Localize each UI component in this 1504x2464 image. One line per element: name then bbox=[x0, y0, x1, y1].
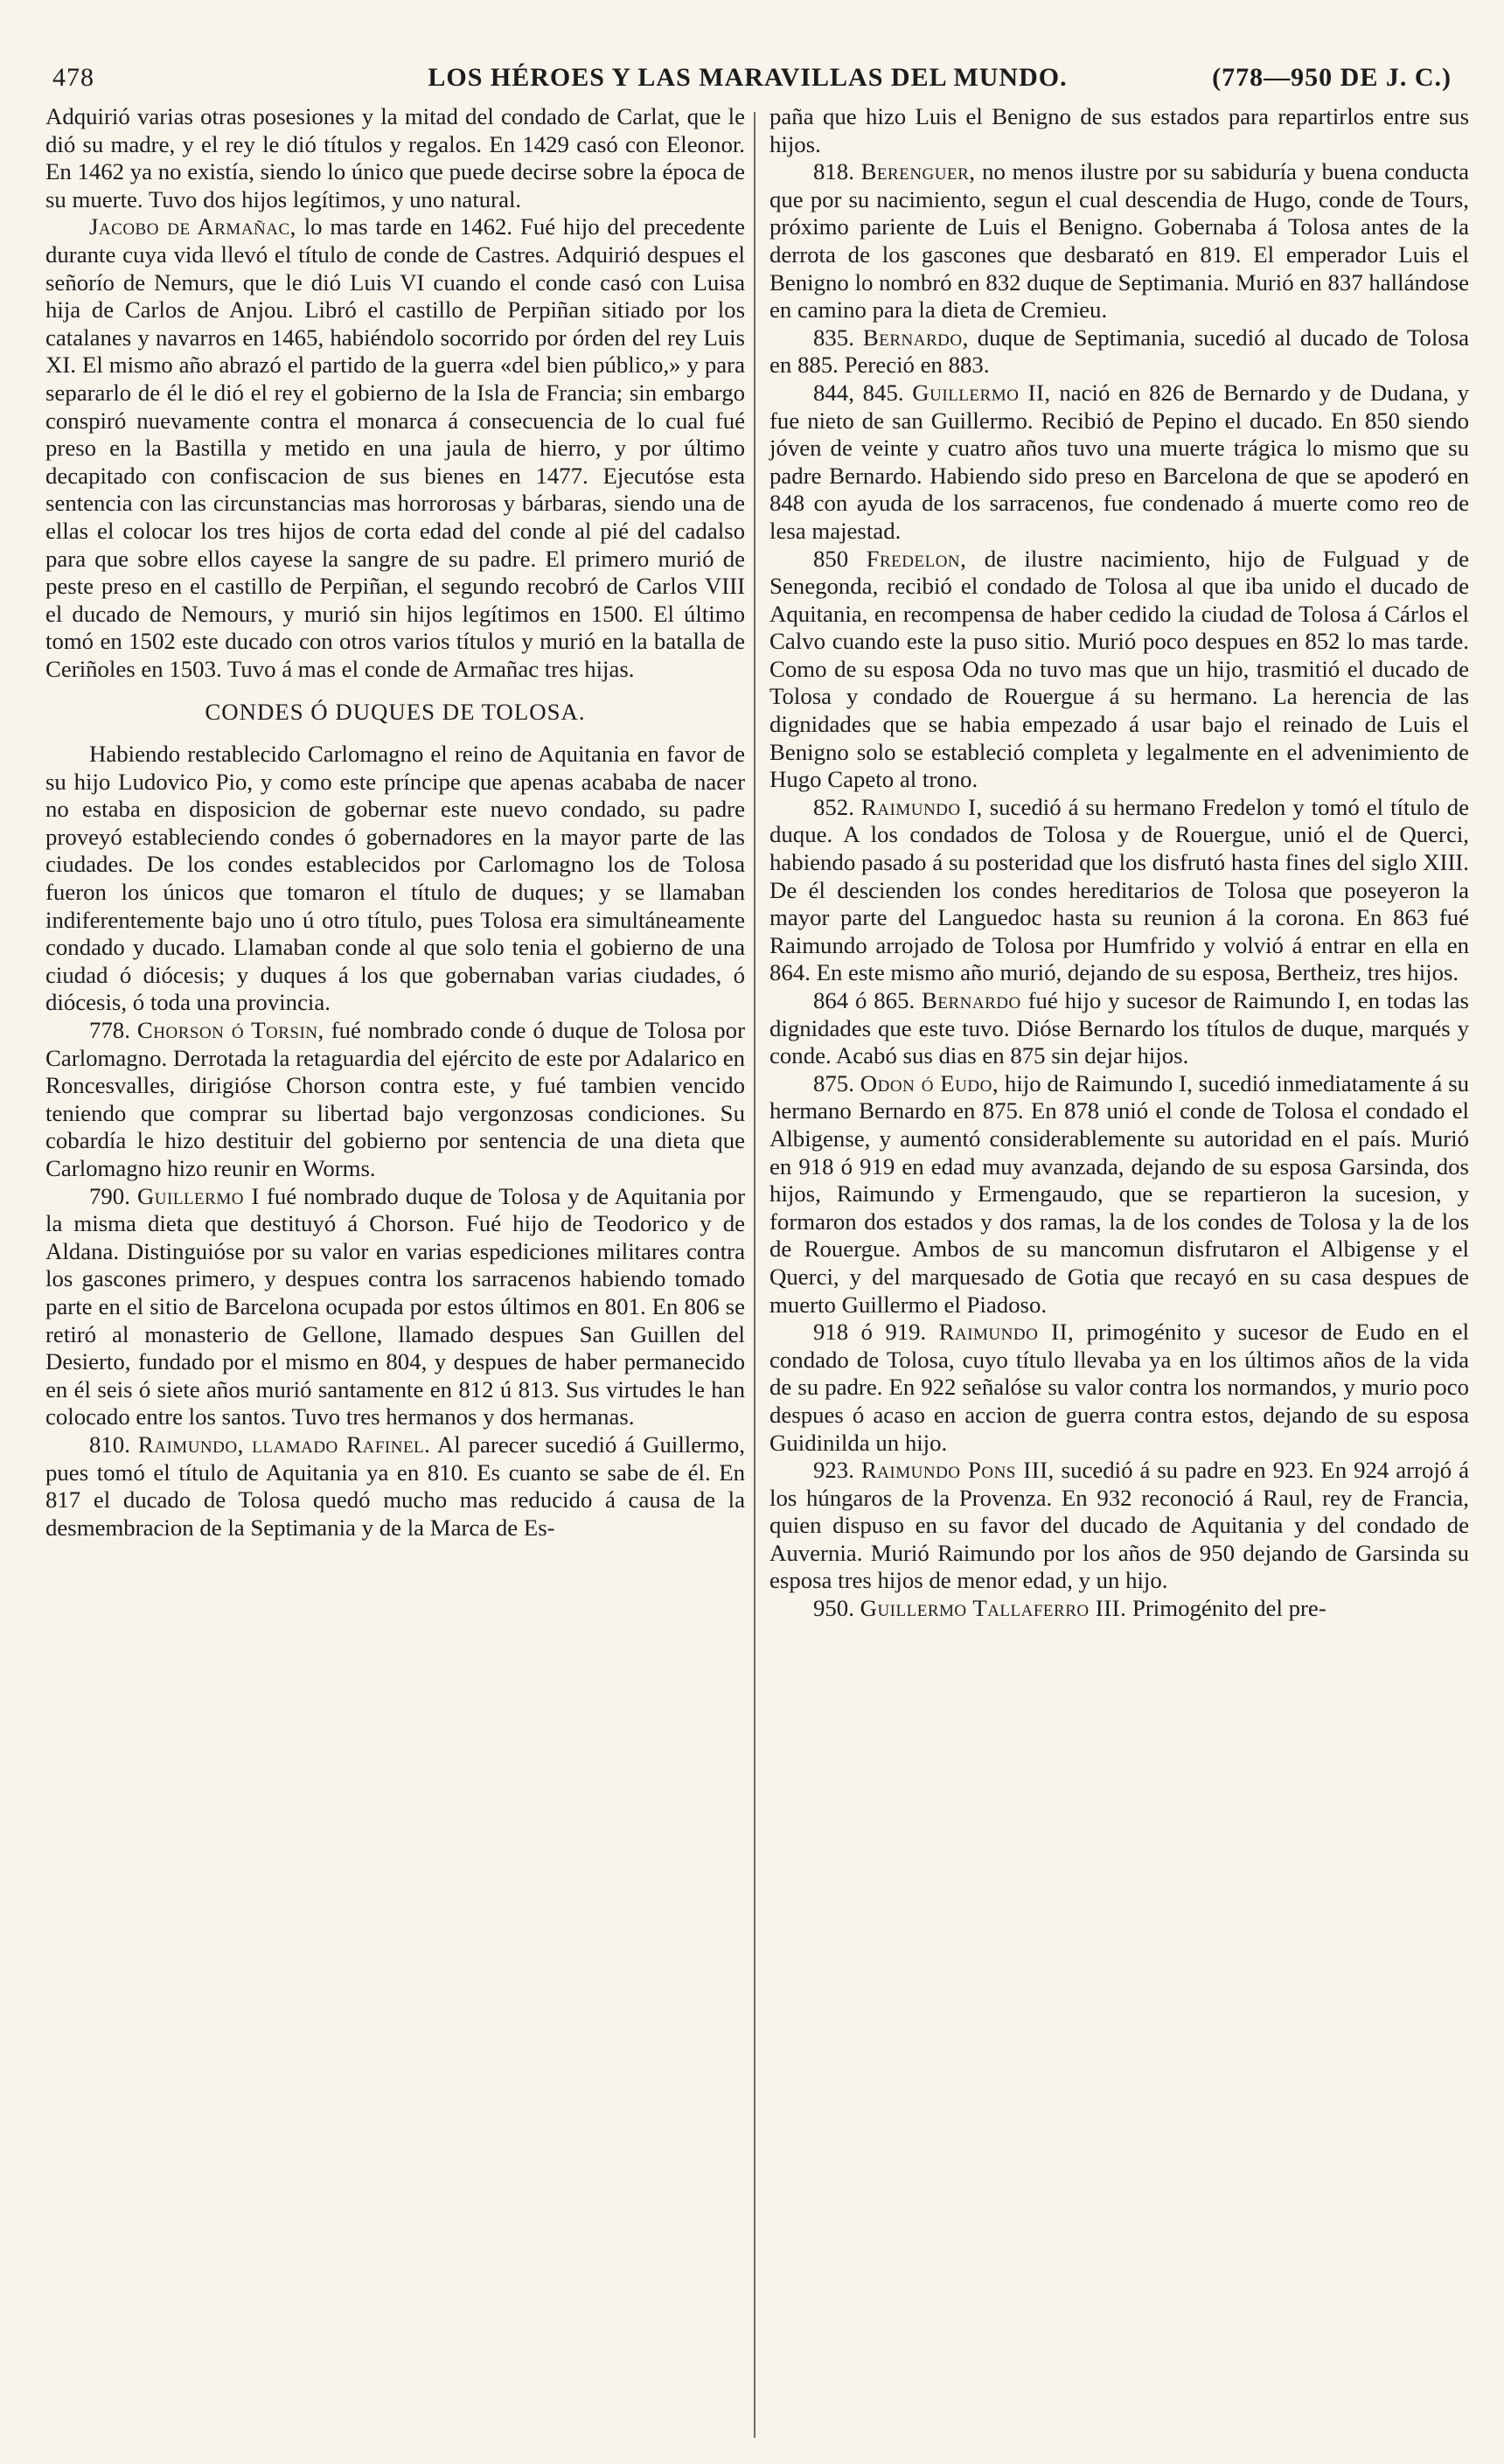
paragraph: 844, 845. Guillermo II, nació en 826 de Bernardo y de Dudana, y fue nieto de san Guillermo. Recibió de Pepino el ducado. En 850 siendo jóven de veinte y cuatro años tuvo una muerte trágica lo mismo que su padre Bernardo. Habiendo sido preso en Barcelona de que se apoderó en 848 con ayuda de los sarracenos, fue condenado á muerte como reo de lesa majestad. bbox=[769, 379, 1469, 544]
entry-number: 790. bbox=[89, 1182, 130, 1209]
entry-number: 918 ó 919. bbox=[813, 1319, 927, 1346]
paragraph: 790. Guillermo I fué nombrado duque de Tolosa y de Aquitania por la misma dieta que destituyó á Chorson. Fué hijo de Teodorico y de Aldana. Distinguióse por su valor en varias espediciones militares contra los gascones primero, y despues contra los sarracenos habiendo tomado parte en el sitio de Barcelona ocupada por estos últimos en 801. En 806 se retiró al monasterio de Gellone, llamado despues San Guillen del Desierto, fundado por el mismo en 804, y despues de haber permanecido en él seis ó siete años murió santamente en 812 ú 813. Sus virtudes le han colocado entre los santos. Tuvo tres hermanos y dos hermanas. bbox=[45, 1182, 745, 1430]
running-header bbox=[44, 58, 1452, 100]
entry-name: Fredelon, bbox=[866, 545, 967, 572]
left-column bbox=[45, 103, 745, 2447]
paragraph: 950. Guillermo Tallaferro III. Primogénito del pre- bbox=[813, 1595, 1326, 1622]
paragraph: 835. Bernardo, duque de Septimania, sucedió al ducado de Tolosa en 885. Pereció en 883. bbox=[769, 324, 1469, 379]
entry-number: 950. bbox=[813, 1595, 854, 1622]
entry-name: Bernardo, bbox=[862, 324, 969, 351]
entry-number: 844, 845. bbox=[813, 379, 904, 406]
entry-name: Guillermo Tallaferro III. bbox=[860, 1595, 1127, 1622]
paragraph: paña que hizo Luis el Benigno de sus estados para repartirlos entre sus hijos. bbox=[769, 103, 1469, 157]
entry-number: 835. bbox=[813, 324, 854, 351]
paragraph: 918 ó 919. Raimundo II, primogénito y sucesor de Eudo en el condado de Tolosa, cuyo título llevaba ya en los últimos años de la vida de su padre. En 922 señalóse su valor contra los normandos, y murio poco despues ó acaso en accion de guerra contra estos, dejando de su esposa Guidinilda un hijo. bbox=[769, 1319, 1470, 1456]
entry-name: Chorson ó Torsin, bbox=[136, 1017, 324, 1043]
book-title: LOS HÉROES Y LAS MARAVILLAS DEL MUNDO. bbox=[428, 63, 1068, 92]
entry-name: Berenguer, bbox=[860, 158, 976, 185]
entry-number: 810. bbox=[89, 1430, 130, 1458]
entry-number: 852. bbox=[813, 793, 854, 820]
paragraph: 778. Chorson ó Torsin, fué nombrado conde ó duque de Tolosa por Carlomagno. Derrotada la retaguardia del ejército de este por Adalarico en Roncesvalles, dirigióse Chorson contra este, y fué tambien vencido teniendo que comprar su libertad bajo vergonzosas condiciones. Su cobardía le hizo destituir del gobierno por sentencia de una dieta que Carlomagno hizo reunir en Worms. bbox=[45, 1017, 745, 1181]
entry-name: Raimundo Pons III, bbox=[860, 1457, 1055, 1484]
entry-name: Guillermo I bbox=[136, 1182, 260, 1209]
entry-number: 875. bbox=[813, 1069, 854, 1096]
entry-number: 864 ó 865. bbox=[813, 987, 916, 1013]
entry-number: 778. bbox=[89, 1017, 130, 1043]
paragraph: Jacobo de Armañac, lo mas tarde en 1462. Fué hijo del precedente durante cuya vida llevó el título de conde de Castres. Adquirió despues el señorío de Nemurs, que le dió Luis VI cuando el conde casó con Luisa hija de Carlos de Anjou. Libró el castillo de Perpiñan sitiado por los catalanes y navarros en 1465, habiéndolo socorrido por órden del rey Luis XI. El mismo año abrazó el partido de la guerra «del bien público,» y para separarlo de él le dió el rey el gobierno de la Isla de Francia; sin embargo conspiró nuevamente contra el monarca á consecuencia de lo cual fué preso en la Bastilla y metido en una jaula de hierro, y por último decapitado con confiscacion de sus bienes en 1477. Ejecutóse esta sentencia con las circunstancias mas horrorosas y bárbaras, siendo una de ellas el colocar los tres hijos de corta edad del conde al pié del cadalso para que sobre ellos cayese la sangre de su padre. El primero murió de peste preso en el castillo de Perpiñan, el segundo recobró de Carlos VIII el ducado de Nemours, y murió sin hijos legítimos en 1500. El último tomó en 1502 este ducado con otros varios títulos y murió en la batalla de Ceriñoles en 1503. Tuvo á mas el conde de Armañac tres hijas. bbox=[45, 213, 746, 682]
right-column bbox=[769, 103, 1469, 2447]
paragraph: 818. Berenguer, no menos ilustre por su sabiduría y buena conducta que por su nacimiento, segun el cual descendia de Hugo, conde de Tours, próximo pariente de Luis el Benigno. Gobernaba á Tolosa antes de la derrota de los gascones que desbarató en 819. El emperador Luis el Benigno lo nombró en 832 duque de Septimania. Murió en 837 hallándose en camino para la dieta de Cremieu. bbox=[769, 158, 1469, 324]
page-number: 478 bbox=[52, 63, 94, 92]
entry-name: Odon ó Eudo, bbox=[860, 1069, 999, 1096]
paragraph: 875. Odon ó Eudo, hijo de Raimundo I, sucedió inmediatamente á su hermano Bernardo en 875. En 878 unió el conde de Tolosa el condado el Albigense, y aumentó considerablemente su autoridad en el país. Murió en 918 ó 919 en edad muy avanzada, dejando de su esposa Garsinda, dos hijos, Raimundo y Ermengaudo, que se repartieron la sucesion, y formaron dos estados y dos ramas, la de los condes de Tolosa y la de los de Rouergue. Ambos de su mancomun disfrutaron el Albigense y el Querci, y del marquesado de Gotia que recayó en su casa despues de muerto Guillermo el Piadoso. bbox=[769, 1069, 1470, 1318]
paragraph: 810. Raimundo, llamado Rafinel. Al parecer sucedió á Guillermo, pues tomó el título de Aquitania ya en 810. Es cuanto se sabe de él. En 817 el ducado de Tolosa quedó mucho mas reducido á causa de la desmembracion de la Septimania y de la Marca de Es- bbox=[45, 1430, 745, 1541]
entry-name: Guillermo II, bbox=[912, 379, 1051, 406]
entry-name: Bernardo bbox=[922, 987, 1021, 1013]
paragraph: Habiendo restablecido Carlomagno el reino de Aquitania en favor de su hijo Ludovico Pio, y como este príncipe que apenas acababa de nacer no estaba en disposicion de gobernar este nuevo condado, su padre proveyó estableciendo condes ó gobernadores en la mayor parte de las ciudades. De los condes establecidos por Carlomagno los de Tolosa fueron los únicos que tomaron el título de duques; y se llamaban indiferentemente bajo uno ú otro título, pues Tolosa era simultáneamente condado y ducado. Llamaban conde al que solo tenia el gobierno de una ciudad ó diócesis; y duques á los que gobernaban varias ciudades, ó diócesis, ó toda una provincia. bbox=[45, 741, 745, 1016]
entry-name: Raimundo I, bbox=[860, 793, 983, 820]
paragraph: 852. Raimundo I, sucedió á su hermano Fredelon y tomó el título de duque. A los condados de Tolosa y de Rouergue, unió el de Querci, habiendo pasado á su posteridad que los disfrutó hasta fines del siglo XIII. De él descienden los condes hereditarios de Tolosa que poseyeron la mayor parte del Languedoc hasta su reunion á la corona. En 863 fué Raimundo arrojado de Tolosa por Humfrido y volvió á entrar en ella en 864. En este mismo año murió, dejando de su esposa, Bertheiz, tres hijos. bbox=[769, 793, 1469, 986]
entry-number: 818. bbox=[813, 158, 854, 185]
entry-name: Jacobo de Armañac, bbox=[89, 213, 296, 240]
column-divider bbox=[754, 112, 755, 2438]
entry-name: Raimundo II, bbox=[938, 1319, 1075, 1346]
paragraph: 864 ó 865. Bernardo fué hijo y sucesor de Raimundo I, en todas las dignidades que este tuvo. Dióse Bernardo los títulos de duque, marqués y conde. Acabó sus dias en 875 sin dejar hijos. bbox=[769, 987, 1469, 1069]
entry-number: 850 bbox=[813, 545, 849, 572]
date-range: (778—950 DE J. C.) bbox=[1212, 63, 1452, 92]
section-title: CONDES Ó DUQUES DE TOLOSA. bbox=[205, 699, 586, 726]
entry-name: Raimundo, llamado Rafinel. bbox=[137, 1430, 431, 1458]
paragraph: 850 Fredelon, de ilustre nacimiento, hijo de Fulguad y de Senegonda, recibió el condado de Tolosa al que iba unido el ducado de Aquitania, en recompensa de haber cedido la ciudad de Tolosa á Cárlos el Calvo cuando este la puso sitio. Murió poco despues en 852 lo mas tarde. Como de su esposa Oda no tuvo mas que un hijo, trasmitió el ducado de Tolosa y condado de Rouergue á su hermano. La herencia de las dignidades que se habia empezado á usar bajo el reinado de Luis el Benigno solo se estableció completa y legalmente en el advenimiento de Hugo Capeto al trono. bbox=[769, 545, 1469, 793]
paragraph: Adquirió varias otras posesiones y la mitad del condado de Carlat, que le dió su madre, y el rey le dió títulos y regalos. En 1429 casó con Eleonor. En 1462 ya no existía, siendo lo único que puede decirse sobre la época de su muerte. Tuvo dos hijos legítimos, y uno natural. bbox=[45, 103, 745, 212]
entry-number: 923. bbox=[813, 1457, 854, 1484]
paragraph: 923. Raimundo Pons III, sucedió á su padre en 923. En 924 arrojó á los húngaros de la Provenza. En 932 reconoció á Raul, rey de Francia, quien dispuso en su favor del ducado de Aquitania y del condado de Auvernia. Murió Raimundo por los años de 950 dejando de Garsinda su esposa tres hijos de menor edad, y un hijo. bbox=[769, 1457, 1470, 1594]
